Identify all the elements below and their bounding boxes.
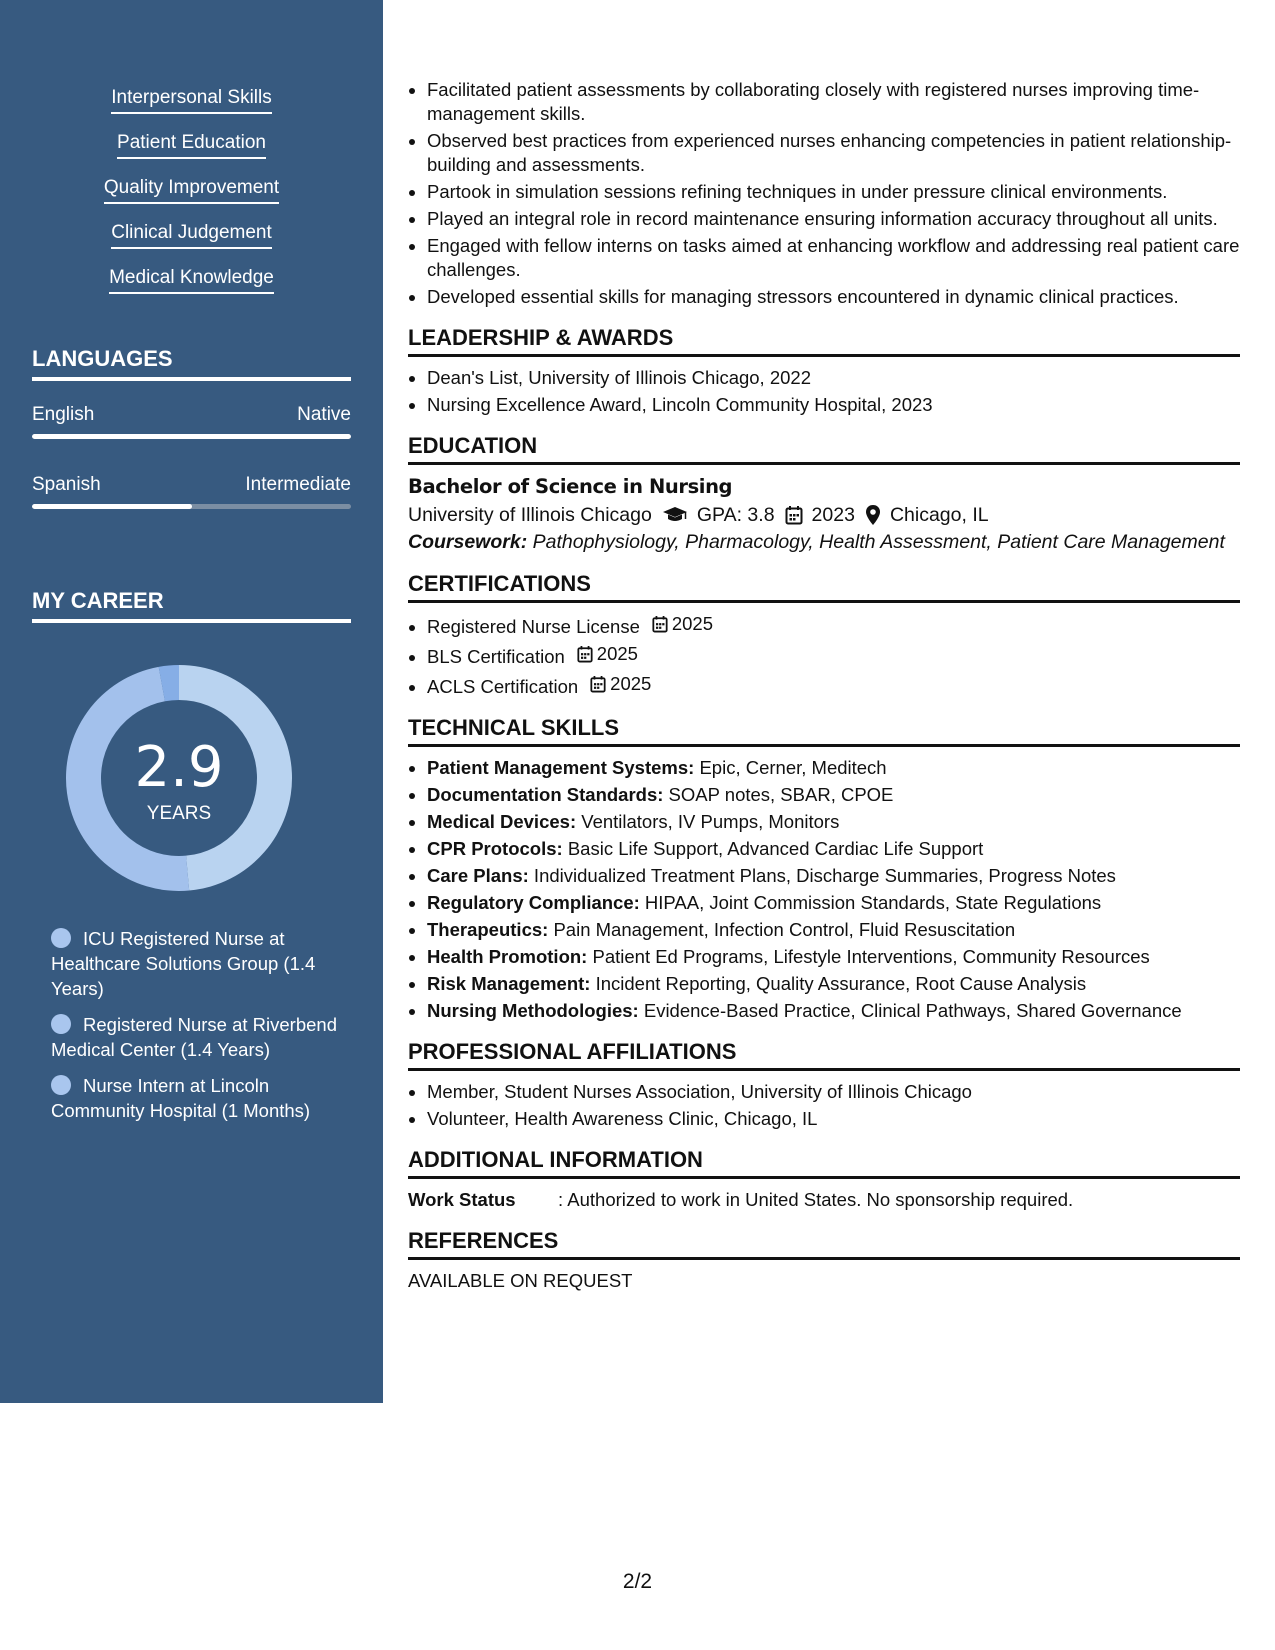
affiliation-item: • Volunteer, Health Awareness Clinic, Chicago, IL <box>427 1107 1240 1131</box>
education-year: 2023 <box>811 504 855 526</box>
technical-skill-value: Basic Life Support, Advanced Cardiac Life Support <box>562 838 984 859</box>
certification-year: 2025 <box>671 613 714 634</box>
affiliations-heading: PROFESSIONAL AFFILIATIONS <box>408 1039 1240 1071</box>
affiliations-list <box>408 1080 1240 1131</box>
education-degree: Bachelor of Science in Nursing <box>408 475 733 498</box>
coursework-text: Pathophysiology, Pharmacology, Health Assessment, Patient Care Management <box>527 531 1225 553</box>
certification-name: ACLS Certification <box>427 676 579 697</box>
technical-skill-value: HIPAA, Joint Commission Standards, State Regulations <box>639 892 1102 913</box>
technical-skill-label: Medical Devices: <box>427 811 577 832</box>
calendar-icon <box>590 675 606 693</box>
references-text: AVAILABLE ON REQUEST <box>408 1270 633 1291</box>
technical-skill-value: Patient Ed Programs, Lifestyle Interventions, Community Resources <box>587 946 1150 967</box>
language-proficiency-fill <box>32 504 192 509</box>
career-item-text: ICU Registered Nurse at Healthcare Solutions Group (1.4 Years) <box>51 928 316 999</box>
coursework-label: Coursework: <box>408 531 528 553</box>
technical-skill-item <box>427 918 1240 942</box>
work-status-row <box>408 1188 1240 1212</box>
experience-bullet: • Partook in simulation sessions refining techniques in under pressure clinical environments. <box>427 180 1240 204</box>
skill-item: Clinical Judgement <box>111 221 272 249</box>
education-heading: EDUCATION <box>408 433 1240 465</box>
page-number: 2/2 <box>622 1570 653 1593</box>
references-heading: REFERENCES <box>408 1228 1240 1260</box>
career-dot-icon <box>51 1075 71 1095</box>
technical-skill-item <box>427 756 1240 780</box>
leadership-list <box>408 366 1240 417</box>
certification-year: 2025 <box>610 673 652 694</box>
certifications-list <box>408 612 1240 699</box>
career-unit: YEARS <box>146 803 212 824</box>
technical-skill-label: Care Plans: <box>427 865 529 886</box>
career-item-text: Registered Nurse at Riverbend Medical Center (1.4 Years) <box>51 1014 337 1060</box>
career-heading: MY CAREER <box>32 588 351 623</box>
language-row <box>32 403 351 427</box>
certification-item <box>427 672 1240 699</box>
certification-name: BLS Certification <box>427 646 565 667</box>
technical-skill-label: Health Promotion: <box>427 946 588 967</box>
technical-skill-item <box>427 837 1240 861</box>
leadership-heading: LEADERSHIP & AWARDS <box>408 325 1240 357</box>
education-school: University of Illinois Chicago <box>408 504 652 526</box>
technical-skills-list <box>408 756 1240 1023</box>
experience-bullet: • Developed essential skills for managing stressors encountered in dynamic clinical practices. <box>427 285 1240 309</box>
career-donut-chart <box>66 665 292 891</box>
technical-skill-item <box>427 945 1240 969</box>
career-item-text: Nurse Intern at Lincoln Community Hospital (1 Months) <box>51 1075 311 1121</box>
technical-skill-value: SOAP notes, SBAR, CPOE <box>663 784 894 805</box>
technical-skill-label: Documentation Standards: <box>427 784 664 805</box>
main-content <box>408 78 1240 1293</box>
technical-skill-item <box>427 972 1240 996</box>
career-dot-icon <box>51 928 71 948</box>
certification-name: Registered Nurse License <box>427 616 640 637</box>
language-proficiency-bar <box>32 504 351 509</box>
work-status-label: Work Status <box>408 1189 516 1210</box>
technical-skill-label: Regulatory Compliance: <box>427 892 640 913</box>
work-status-value: : Authorized to work in United States. No sponsorship required. <box>558 1189 1074 1210</box>
technical-skill-label: Therapeutics: <box>427 919 549 940</box>
experience-bullet: • Facilitated patient assessments by collaborating closely with registered nurses improving time-management skills. <box>427 78 1240 126</box>
skill-item: Patient Education <box>117 131 266 159</box>
technical-skill-label: Risk Management: <box>427 973 591 994</box>
calendar-icon <box>577 645 593 663</box>
career-item <box>51 1012 341 1062</box>
language-level: Native <box>297 404 351 425</box>
languages-heading: LANGUAGES <box>32 346 351 381</box>
education-gpa: GPA: 3.8 <box>696 504 775 526</box>
education-coursework <box>408 530 1240 555</box>
career-item <box>51 926 341 1001</box>
calendar-icon <box>785 505 803 525</box>
experience-bullets <box>408 78 1240 309</box>
certifications-heading: CERTIFICATIONS <box>408 571 1240 603</box>
certification-item <box>427 612 1240 639</box>
experience-bullet: • Observed best practices from experienced nurses enhancing competencies in patient relationship-building and assessments. <box>427 129 1240 177</box>
certification-year: 2025 <box>596 643 638 664</box>
certification-item <box>427 642 1240 669</box>
career-item <box>51 1073 341 1123</box>
experience-bullet: • Engaged with fellow interns on tasks aimed at enhancing workflow and addressing real patient care challenges. <box>427 234 1240 282</box>
technical-skill-item <box>427 999 1240 1023</box>
technical-skills-heading: TECHNICAL SKILLS <box>408 715 1240 747</box>
language-proficiency-fill <box>32 434 351 439</box>
technical-skill-item <box>427 864 1240 888</box>
affiliation-item: • Member, Student Nurses Association, University of Illinois Chicago <box>427 1080 1240 1104</box>
experience-bullet: • Played an integral role in record maintenance ensuring information accuracy throughout all units. <box>427 207 1240 231</box>
technical-skill-label: Nursing Methodologies: <box>427 1000 639 1021</box>
technical-skill-item <box>427 783 1240 807</box>
sidebar <box>0 0 383 1403</box>
skill-item: Quality Improvement <box>104 176 279 204</box>
technical-skill-value: Individualized Treatment Plans, Discharge Summaries, Progress Notes <box>528 865 1116 886</box>
additional-info-heading: ADDITIONAL INFORMATION <box>408 1147 1240 1179</box>
technical-skill-value: Epic, Cerner, Meditech <box>694 757 887 778</box>
skills-list <box>0 86 383 311</box>
technical-skill-item <box>427 891 1240 915</box>
technical-skill-value: Ventilators, IV Pumps, Monitors <box>576 811 840 832</box>
calendar-icon <box>652 615 668 633</box>
technical-skill-value: Evidence-Based Practice, Clinical Pathways, Shared Governance <box>638 1000 1182 1021</box>
language-name: Spanish <box>32 474 101 495</box>
leadership-item: • Dean's List, University of Illinois Chicago, 2022 <box>427 366 1240 390</box>
education-details <box>408 500 1240 530</box>
career-total: 2.9 <box>134 735 224 800</box>
technical-skill-label: CPR Protocols: <box>427 838 563 859</box>
language-name: English <box>32 404 95 425</box>
leadership-item: • Nursing Excellence Award, Lincoln Community Hospital, 2023 <box>427 393 1240 417</box>
career-dot-icon <box>51 1014 71 1034</box>
graduation-cap-icon <box>662 506 688 524</box>
education-location: Chicago, IL <box>889 504 989 526</box>
location-pin-icon <box>865 504 881 526</box>
career-list <box>51 926 341 1134</box>
technical-skill-value: Incident Reporting, Quality Assurance, Root Cause Analysis <box>590 973 1087 994</box>
technical-skill-value: Pain Management, Infection Control, Fluid Resuscitation <box>548 919 1016 940</box>
technical-skill-label: Patient Management Systems: <box>427 757 695 778</box>
skill-item: Interpersonal Skills <box>111 86 272 114</box>
language-row <box>32 473 351 497</box>
language-level: Intermediate <box>245 474 351 495</box>
language-proficiency-bar <box>32 434 351 439</box>
technical-skill-item <box>427 810 1240 834</box>
skill-item: Medical Knowledge <box>109 266 274 294</box>
